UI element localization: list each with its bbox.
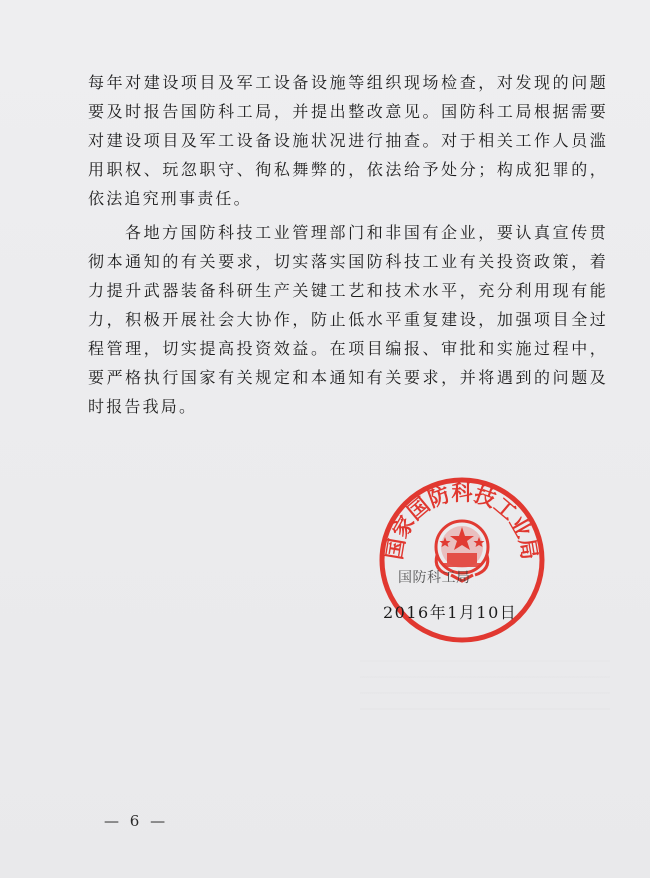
issuer-name: 国防科工局 (398, 570, 471, 586)
seal-text: 国家国防科技工业局 (382, 481, 542, 562)
bleed-through-text (360, 660, 610, 720)
paragraph-1: 每年对建设项目及军工设备设施等组织现场检查，对发现的问题要及时报告国防科工局，并提出整改意见。国防科工局根据需要对建设项目及军工设备设施状况进行抽查。对于相关工作人员滥用职权、玩忽职守、徇私舞弊的，依法给予处分；构成犯罪的，依法追究刑事责任。 (88, 73, 608, 208)
paragraph-2: 各地方国防科技工业管理部门和非国有企业，要认真宣传贯彻本通知的有关要求，切实落实国防科技工业有关投资政策，着力提升武器装备科研生产关键工艺和技术水平，充分利用现有能力，积极开展社会大协作，防止低水平重复建设，加强项目全过程管理，切实提高投资效益。在项目编报、审批和实施过程中，要严格执行国家有关规定和本通知有关要求，并将遇到的问题及时报告我局。 (88, 223, 608, 416)
page-number: — 6 — (104, 812, 169, 830)
document-date: 2016年1月10日 (383, 603, 518, 622)
document-body (88, 68, 608, 421)
